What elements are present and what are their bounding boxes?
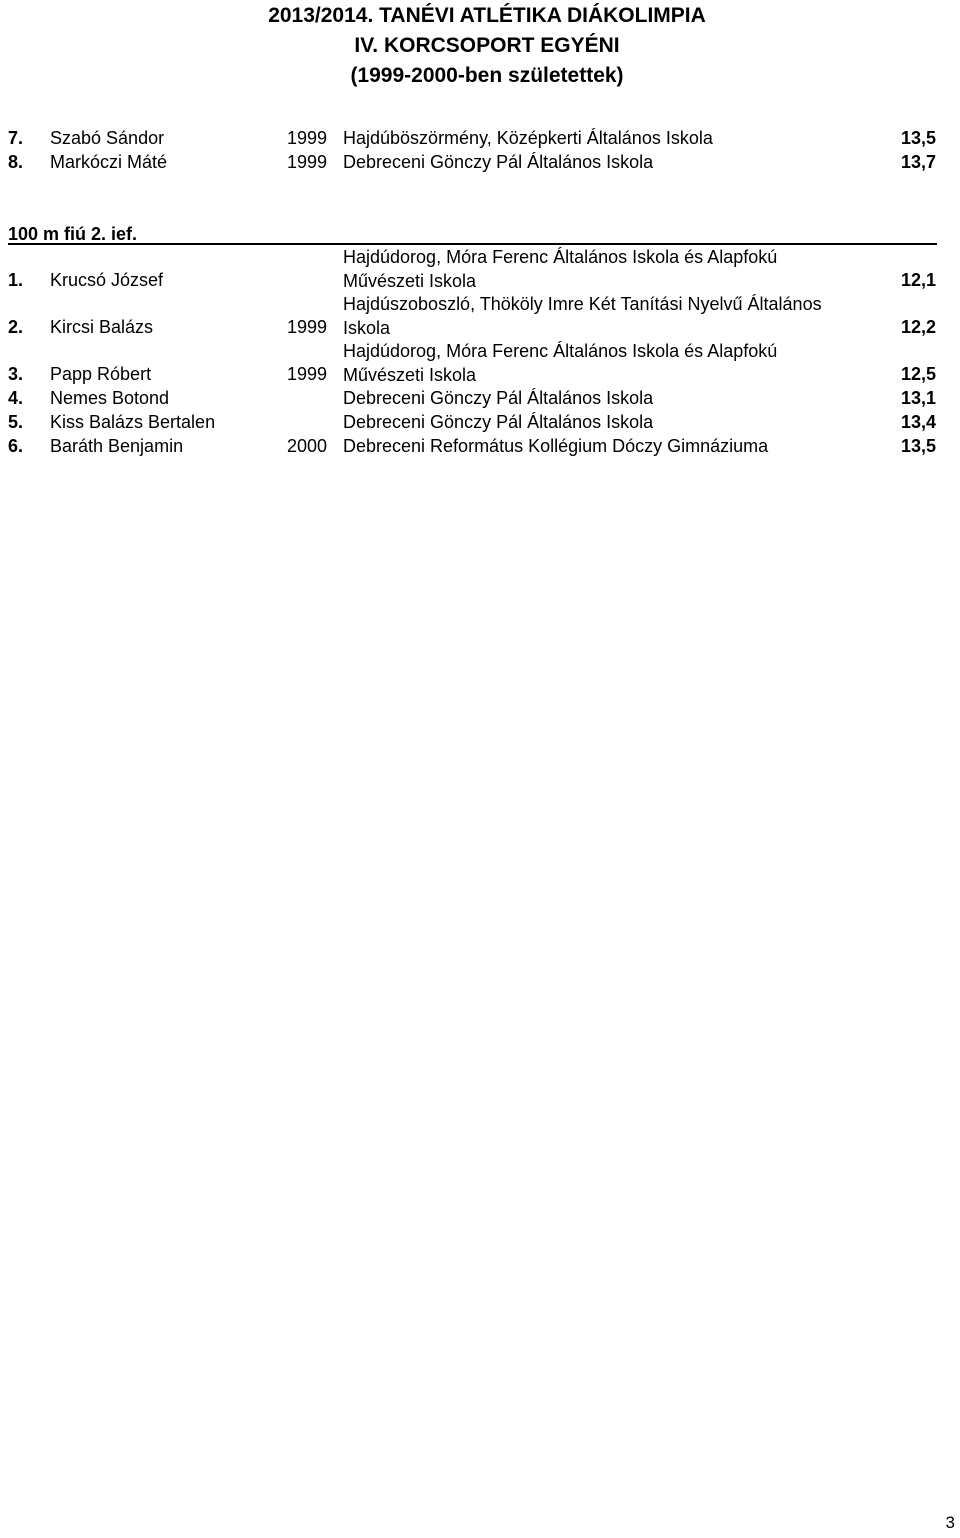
place: 8. bbox=[8, 152, 24, 172]
result-row bbox=[0, 434, 960, 458]
birth-year: 2000 bbox=[287, 436, 328, 456]
school: Hajdúdorog, Móra Ferenc Általános Iskola és Alapfokú Művészeti Iskola bbox=[343, 341, 778, 385]
school: Hajdúdorog, Móra Ferenc Általános Iskola és Alapfokú Művészeti Iskola bbox=[343, 247, 778, 291]
result: 12,1 bbox=[900, 270, 936, 290]
school: Hajdúszoboszló, Thököly Imre Két Tanítási Nyelvű Általános Iskola bbox=[343, 294, 822, 338]
place: 6. bbox=[8, 436, 24, 456]
result: 13,5 bbox=[900, 128, 936, 148]
athlete-name: Baráth Benjamin bbox=[50, 436, 184, 456]
school: Debreceni Református Kollégium Dóczy Gimnáziuma bbox=[343, 436, 769, 456]
birth-year: 1999 bbox=[287, 152, 328, 172]
document-title bbox=[0, 1, 960, 91]
school: Debreceni Gönczy Pál Általános Iskola bbox=[343, 388, 654, 408]
page-number: 3 bbox=[945, 1513, 955, 1532]
title-line-3: (1999-2000-ben születettek) bbox=[350, 64, 624, 87]
result-row bbox=[0, 245, 960, 292]
result: 13,4 bbox=[900, 412, 936, 432]
athlete-name: Szabó Sándor bbox=[50, 128, 165, 148]
result-row bbox=[0, 386, 960, 410]
result-row bbox=[0, 410, 960, 434]
birth-year: 1999 bbox=[287, 317, 328, 337]
school: Debreceni Gönczy Pál Általános Iskola bbox=[343, 412, 654, 432]
title-line-2: IV. KORCSOPORT EGYÉNI bbox=[354, 34, 620, 57]
result: 13,7 bbox=[900, 152, 936, 172]
birth-year: 1999 bbox=[287, 364, 328, 384]
result: 13,5 bbox=[900, 436, 936, 456]
result-row bbox=[0, 126, 960, 150]
athlete-name: Markóczi Máté bbox=[50, 152, 168, 172]
athlete-name: Nemes Botond bbox=[50, 388, 170, 408]
athlete-name: Papp Róbert bbox=[50, 364, 152, 384]
result-row bbox=[0, 150, 960, 174]
result: 13,1 bbox=[900, 388, 936, 408]
place: 1. bbox=[8, 270, 24, 290]
athlete-name: Krucsó József bbox=[50, 270, 164, 290]
result: 12,2 bbox=[900, 317, 936, 337]
athlete-name: Kircsi Balázs bbox=[50, 317, 154, 337]
result-row bbox=[0, 292, 960, 339]
title-line-1: 2013/2014. TANÉVI ATLÉTIKA DIÁKOLIMPIA bbox=[268, 4, 706, 27]
birth-year: 1999 bbox=[287, 128, 328, 148]
school: Debreceni Gönczy Pál Általános Iskola bbox=[343, 152, 654, 172]
school: Hajdúböszörmény, Középkerti Általános Iskola bbox=[343, 128, 713, 148]
place: 3. bbox=[8, 364, 24, 384]
place: 7. bbox=[8, 128, 24, 148]
result: 12,5 bbox=[900, 364, 936, 384]
event-title: 100 m fiú 2. ief. bbox=[8, 224, 138, 244]
place: 5. bbox=[8, 412, 24, 432]
result-row bbox=[0, 339, 960, 386]
place: 4. bbox=[8, 388, 24, 408]
athlete-name: Kiss Balázs Bertalen bbox=[50, 412, 216, 432]
place: 2. bbox=[8, 317, 24, 337]
